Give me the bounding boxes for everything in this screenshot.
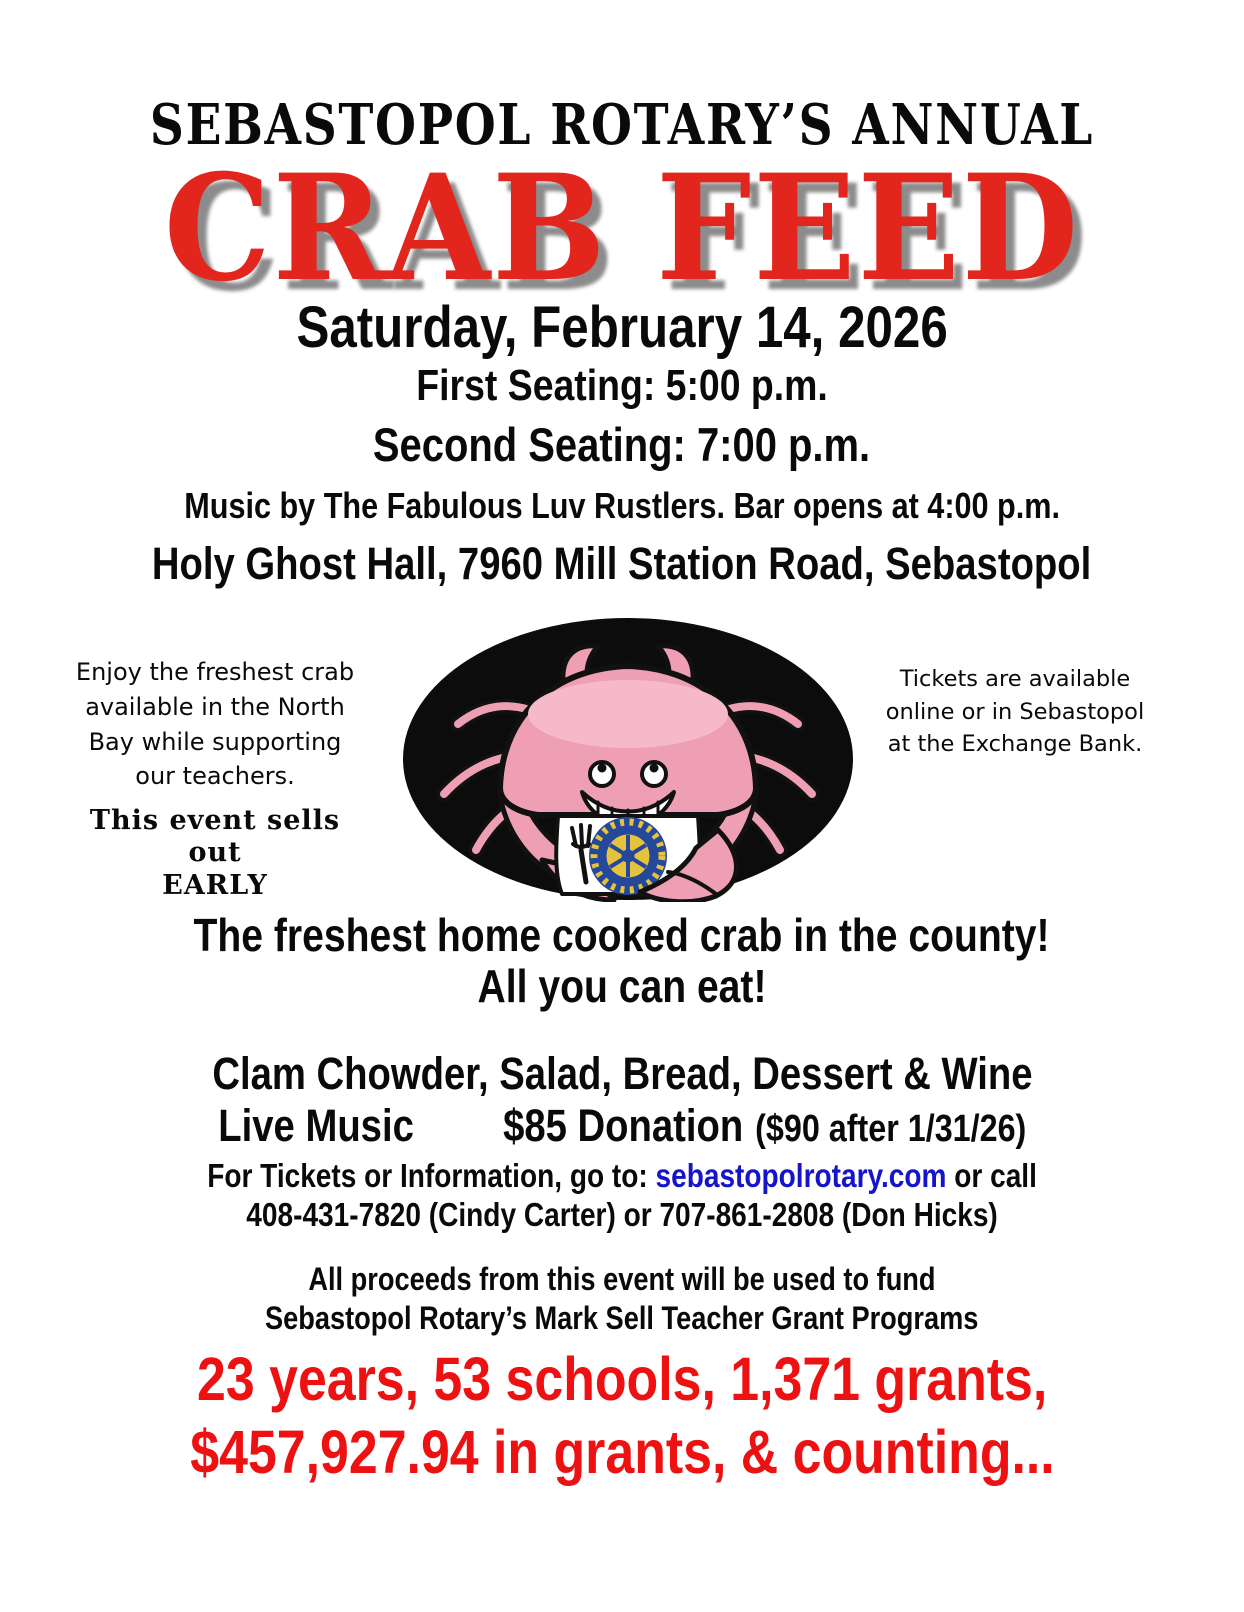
menu-line: Clam Chowder, Salad, Bread, Dessert & Wine: [211, 1048, 1033, 1099]
event-date: Saturday, February 14, 2026: [296, 295, 948, 360]
eyebrow-title: SEBASTOPOL ROTARY’S ANNUAL: [149, 92, 1095, 158]
sellout-line2: EARLY: [162, 869, 268, 901]
website-link[interactable]: sebastopolrotary.com: [655, 1157, 947, 1194]
crab-rotary-logo-svg: [400, 616, 856, 902]
venue-line: Holy Ghost Hall, 7960 Mill Station Road, Sebastopol: [152, 538, 1092, 589]
live-music-label: Live Music: [217, 1100, 414, 1151]
sellout-note: [65, 805, 365, 902]
donation-label: $85 Donation: [502, 1100, 743, 1151]
tagline-line2: All you can eat!: [477, 960, 767, 1012]
price-row: [0, 1100, 1244, 1151]
tickets-info: [0, 1159, 1244, 1192]
tagline-line1: The freshest home cooked crab in the county!: [193, 909, 1051, 961]
right-note: Tickets are available online or in Sebastopol at the Exchange Bank.: [885, 666, 1145, 758]
first-seating: First Seating: 5:00 p.m.: [416, 361, 828, 410]
music-line: Music by The Fabulous Luv Rustlers. Bar opens at 4:00 p.m.: [184, 485, 1060, 526]
second-seating: Second Seating: 7:00 p.m.: [373, 418, 871, 471]
tickets-suffix: or call: [946, 1157, 1037, 1194]
crab-logo: [400, 616, 856, 902]
sellout-line1: This event sells out: [89, 805, 341, 869]
crab-feed-title: CRAB FEED: [163, 143, 1081, 314]
proceeds-line1: All proceeds from this event will be used to fund: [308, 1261, 936, 1297]
proceeds-line2: Sebastopol Rotary’s Mark Sell Teacher Grant Programs: [265, 1300, 979, 1336]
stats-line2: $457,927.94 in grants, & counting...: [189, 1418, 1055, 1486]
phone-line: 408-431-7820 (Cindy Carter) or 707-861-2808 (Don Hicks): [246, 1196, 998, 1233]
tickets-prefix: For Tickets or Information, go to:: [207, 1157, 656, 1194]
donation-note: ($90 after 1/31/26): [754, 1108, 1027, 1150]
left-note: Enjoy the freshest crab available in the North Bay while supporting our teachers.: [75, 658, 355, 791]
stats-line1: 23 years, 53 schools, 1,371 grants,: [196, 1345, 1048, 1413]
